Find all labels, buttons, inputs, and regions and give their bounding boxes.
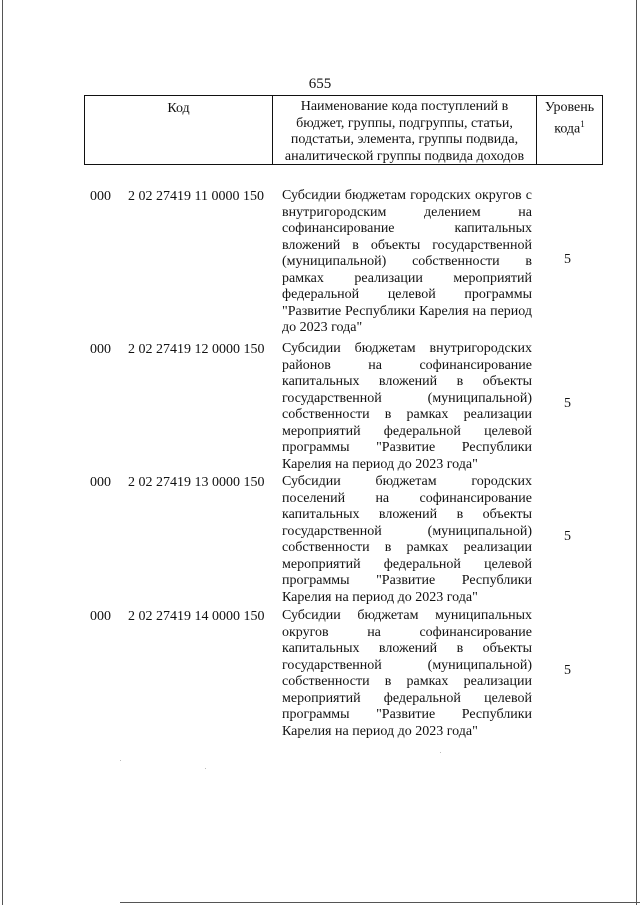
- row-income-name: Субсидии бюджетам муниципальных округов на софинансирование капитальных вложений в объекты государственной (муниципальной) собственности в рамках реализации мероприятий федеральной целевой программы "Развитие Республики Карелия на период до 2023 года": [282, 608, 532, 739]
- header-level-footnote: 1: [580, 119, 585, 129]
- row-income-name: Субсидии бюджетам городских округов с внутригородским делением на софинансирование капитальных вложений в объекты государственной (муниципальной) собственности в рамках реализации мероприятий федеральной целевой программы "Развитие Республики Карелия на период до 2023 года": [282, 188, 532, 335]
- row-level: 5: [564, 529, 571, 544]
- row-income-code: 2 02 27419 12 0000 150: [128, 342, 265, 357]
- header-code: Код: [167, 101, 190, 116]
- header-top-border: [84, 95, 603, 96]
- row-income-name: Субсидии бюджетам внутригородских районов на софинансирование капитальных вложений в объекты государственной (муниципальной) собственности в рамках реализации мероприятий федеральной целевой программы "Развитие Республики Карелия на период до 2023 года": [282, 341, 532, 472]
- row-admin-code: 000: [90, 475, 111, 490]
- row-admin-code: 000: [90, 342, 111, 357]
- row-income-code: 2 02 27419 14 0000 150: [128, 609, 265, 624]
- header-level-word: Уровень: [544, 100, 595, 115]
- scan-border-right: [636, 0, 637, 905]
- header-divider-1: [272, 95, 273, 165]
- header-level: [537, 99, 602, 138]
- scan-speck: [440, 752, 441, 753]
- header-name: Наименование кода поступлений в бюджет, группы, подгруппы, статьи, подстатьи, элемента, группы подвида, аналитической группы подвида доходов: [284, 99, 525, 164]
- row-income-name: Субсидии бюджетам городских поселений на софинансирование капитальных вложений в объекты государственной (муниципальной) собственности в рамках реализации мероприятий федеральной целевой программы "Развитие Республики Карелия на период до 2023 года": [282, 474, 532, 605]
- row-admin-code: 000: [90, 609, 111, 624]
- page-number: 655: [308, 76, 332, 92]
- row-admin-code: 000: [90, 189, 111, 204]
- header-right-border: [602, 95, 603, 165]
- scan-speck: [205, 768, 206, 769]
- scan-speck: [120, 760, 121, 761]
- header-level-sub: кода: [554, 121, 581, 137]
- row-level: 5: [564, 252, 571, 267]
- row-income-code: 2 02 27419 13 0000 150: [128, 475, 265, 490]
- row-income-code: 2 02 27419 11 0000 150: [128, 189, 264, 204]
- row-level: 5: [564, 396, 571, 411]
- scan-border-left: [2, 0, 3, 905]
- scan-border-bottom: [120, 902, 640, 903]
- row-level: 5: [564, 663, 571, 678]
